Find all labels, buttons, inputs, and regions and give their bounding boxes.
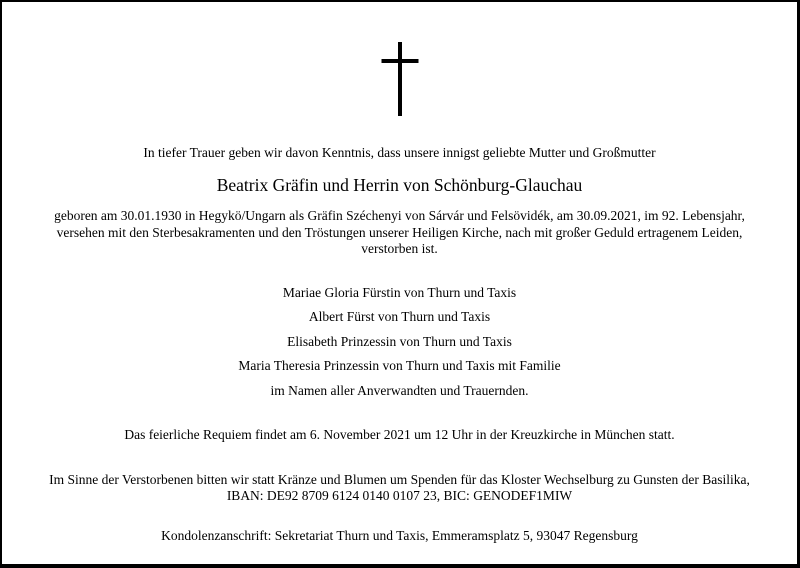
mourner-line: Maria Theresia Prinzessin von Thurn und Taxis mit Familie	[238, 358, 561, 374]
donation-block	[2, 472, 797, 505]
requiem-info: Das feierliche Requiem findet am 6. November 2021 um 12 Uhr in der Kreuzkirche in München statt.	[124, 426, 675, 442]
life-details: geboren am 30.01.1930 in Hegykö/Ungarn als Gräfin Széchenyi von Sárvár und Felsövidék, am 30.09.2021, im 92. Lebensjahr, versehen mit den Sterbesakramenten und den Tröstungen unserer Heiligen Kirche, nach mit großer Geduld ertragenem Leiden, verstorben ist.	[54, 208, 745, 256]
donation-request: Im Sinne der Verstorbenen bitten wir statt Kränze und Blumen um Spenden für das Kloster Wechselburg zu Gunsten der Basilika,	[49, 471, 750, 487]
latin-cross-icon	[380, 40, 420, 118]
mourner-line: Mariae Gloria Fürstin von Thurn und Taxis	[282, 284, 517, 300]
donation-iban: IBAN: DE92 8709 6124 0140 0107 23, BIC: GENODEF1MIW	[226, 488, 573, 504]
condolence-address: Kondolenzanschrift: Sekretariat Thurn und Taxis, Emmeramsplatz 5, 93047 Regensburg	[161, 527, 638, 543]
deceased-name: Beatrix Gräfin und Herrin von Schönburg-Glauchau	[216, 175, 583, 195]
mourner-line: Elisabeth Prinzessin von Thurn und Taxis	[287, 333, 512, 349]
mourner-line: Albert Fürst von Thurn und Taxis	[308, 309, 491, 325]
mourner-closing-line: im Namen aller Anverwandten und Trauernden.	[270, 382, 529, 398]
mourners-list	[2, 284, 797, 399]
intro-line: In tiefer Trauer geben wir davon Kenntnis, dass unsere innigst geliebte Mutter und Großmutter	[143, 145, 656, 160]
